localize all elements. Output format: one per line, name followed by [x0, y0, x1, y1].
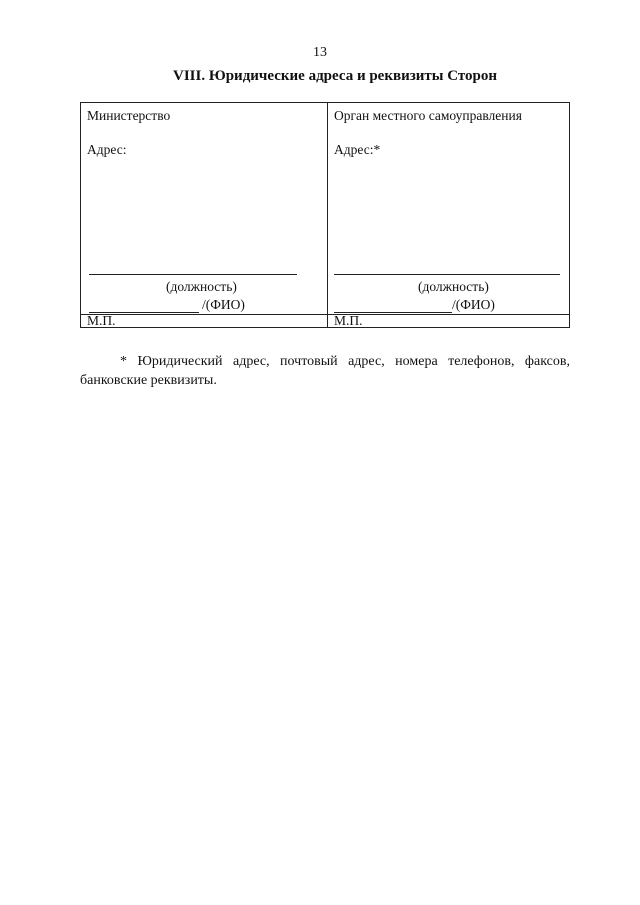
address-label: Адрес:* — [334, 142, 381, 157]
seal-label: М.П. — [87, 313, 116, 328]
party-column-local-government — [328, 103, 569, 327]
page-number: 13 — [313, 45, 327, 60]
fio-caption: /(ФИО) — [452, 297, 495, 312]
seal-row-divider — [81, 314, 327, 315]
party-name: Министерство — [87, 108, 171, 123]
position-signature-line — [334, 274, 560, 275]
fio-caption: /(ФИО) — [202, 297, 245, 312]
party-column-ministry — [81, 103, 327, 327]
position-signature-line — [89, 274, 297, 275]
footnote-line: * Юридический адрес, почтовый адрес, номера телефонов, факсов, — [120, 354, 570, 369]
seal-label: М.П. — [334, 313, 363, 328]
footnote-line: банковские реквизиты. — [80, 373, 217, 388]
position-caption: (должность) — [418, 279, 489, 294]
section-title: VIII. Юридические адреса и реквизиты Сторон — [172, 68, 498, 84]
seal-row-divider — [328, 314, 569, 315]
footnote — [80, 352, 570, 390]
position-caption: (должность) — [166, 279, 237, 294]
address-label: Адрес: — [87, 142, 127, 157]
requisites-table — [80, 102, 570, 328]
party-name: Орган местного самоуправления — [334, 108, 522, 123]
